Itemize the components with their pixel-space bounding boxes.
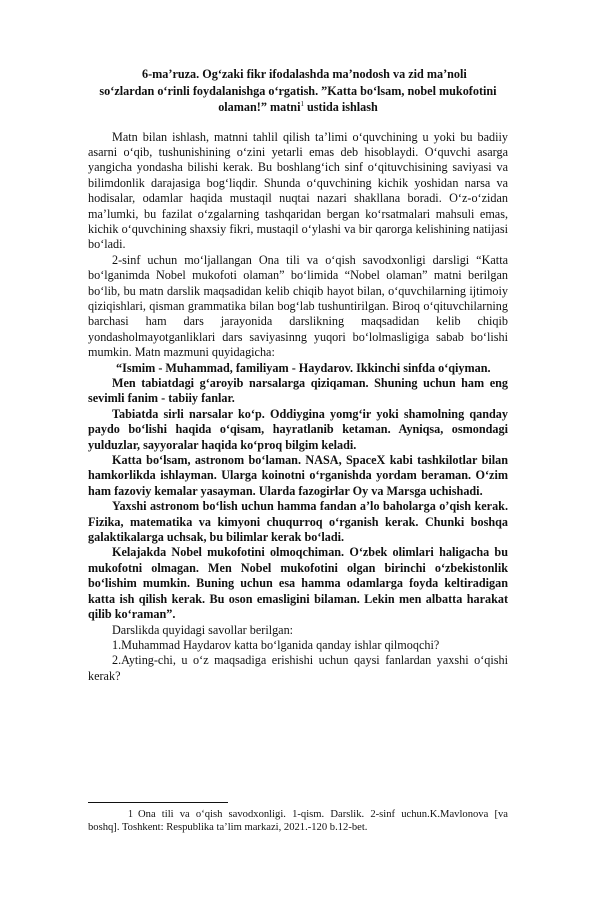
title-line-1: 6-ma’ruza. Og‘zaki fikr ifodalashda ma’nodosh va zid ma’noli [142,67,467,81]
footnote [88,808,508,835]
questions-intro: Darslikda quyidagi savollar berilgan: [112,622,294,637]
quoted-paragraph: Tabiatda sirli narsalar ko‘p. Oddiygina yomg‘ir yoki shamolning qanday paydo bo‘lishi haqida o‘qisam, hayratlanib ketaman. Ayniqsa, osmondagi yulduzlar, sayyoralar haqida ko‘proq bilgim keladi. [88,406,508,452]
title-line-2: so‘zlardan o‘rinli foydalanishga o‘rgatish. ”Katta bo‘lsam, nobel mukofotini [99,83,497,98]
quoted-text-intro: “Ismim - Muhammad, familiyam - Haydarov. Ikkinchi sinfda o‘qiyman. [116,360,491,375]
lecture-title [88,66,508,116]
quoted-paragraph: Katta bo‘lsam, astronom bo‘laman. NASA, SpaceX kabi tashkilotlar bilan hamkorlikda ishlayman. Ularga koinotni o‘rganishda yordam beraman. O‘zim ham fazoviy kemalar yasayman. Ularda fazogirlar Oy va Marsga uchishadi. [88,453,508,498]
document-body [88,130,508,685]
footnote-text: Ona tili va o‘qish savodxonligi. 1-qism. Darslik. 2-sinf uchun.K.Mavlonova [va boshq]. Toshkent: Respublika ta’lim markazi, 2021.-120 b.12-bet. [88,809,508,834]
footnote-reference[interactable]: 1 [300,99,304,108]
title-line-3a: olaman!” matni [218,100,301,114]
footnote-separator [88,802,228,803]
question-item: 2.Ayting-chi, u o‘z maqsadiga erishishi uchun qaysi fanlardan yaxshi o‘qishi kerak? [88,653,508,683]
question-item: 1.Muhammad Haydarov katta bo‘lganida qanday ishlar qilmoqchi? [112,637,440,652]
paragraph: 2-sinf uchun mo‘ljallangan Ona tili va o‘qish savodxonligi darsligi “Katta bo‘lganimda Nobel mukofoti olaman” bo‘limida “Nobel olaman” matni berilgan bo‘lib, bu matn darslik maqsadidan kelib chiqib hayot bilan, o‘quvchilarning ijtimoiy qiziqishlari, qisman grammatika bilan bog‘lab tushuntirilgan. Biroq o‘qituvchilarning barchasi ham dars jarayonida darslikning maqsadidan kelib chiqib yondasholmayotganliklari dars saviyasinng yuqori bo‘lolmasligiga sabab bo‘lishi mumkin. Matn mazmuni quyidagicha: [88,252,508,360]
footnote-number: 1 [128,809,133,820]
paragraph: Matn bilan ishlash, matnni tahlil qilish ta’limi o‘quvchining u yoki bu badiiy asarni o‘qib, tushunishining o‘zini yetarli emas deb hisoblaydi. O‘quvchi asarga yangicha yondasha bilishi kerak. Bu boshlang‘ich sinf o‘qituvchisining saviyasi va bilimdonlik darajasiga bog‘liqdir. Shunda o‘quvchining kichik yoshidan narsa va hodisalar, odamlar haqida mustaqil nuqtai nazari shakllana boradi. O‘z-o‘zidan ma’lumki, bu fazilat o‘zgalarning tashqaridan bergan ko‘rsatmalari mahsuli emas, kichik o‘quvchining shaxsiy fikri, mustaqil o‘ylashi va bir qarorga kelishining natijasi bo‘ladi. [88,129,508,252]
quoted-paragraph: Men tabiatdagi g‘aroyib narsalarga qiziqaman. Shuning uchun ham eng sevimli fanim - tabiiy fanlar. [88,376,508,406]
quoted-paragraph: Kelajakda Nobel mukofotini olmoqchiman. O‘zbek olimlari haligacha bu mukofotni olmagan. Men Nobel mukofotini olgan birinchi o‘zbekistonlik bo‘lishim mumkin. Buning uchun esa hamma odamlarga foyda keltiradigan katta ish qilish kerak. Bu oson emasligini bilaman. Lekin men albatta harakat qilib ko‘raman”. [88,545,508,622]
title-line-3 [88,99,508,116]
quoted-paragraph: Yaxshi astronom bo‘lish uchun hamma fandan a’lo baholarga o’qish kerak. Fizika, matematika va kimyoni chuqurroq o‘rganish kerak. Chunki boshqa galaktikalarga uchsak, bu bilimlar kerak bo‘ladi. [88,499,508,545]
title-line-3b: ustida ishlash [303,100,378,114]
document-page [0,66,596,908]
